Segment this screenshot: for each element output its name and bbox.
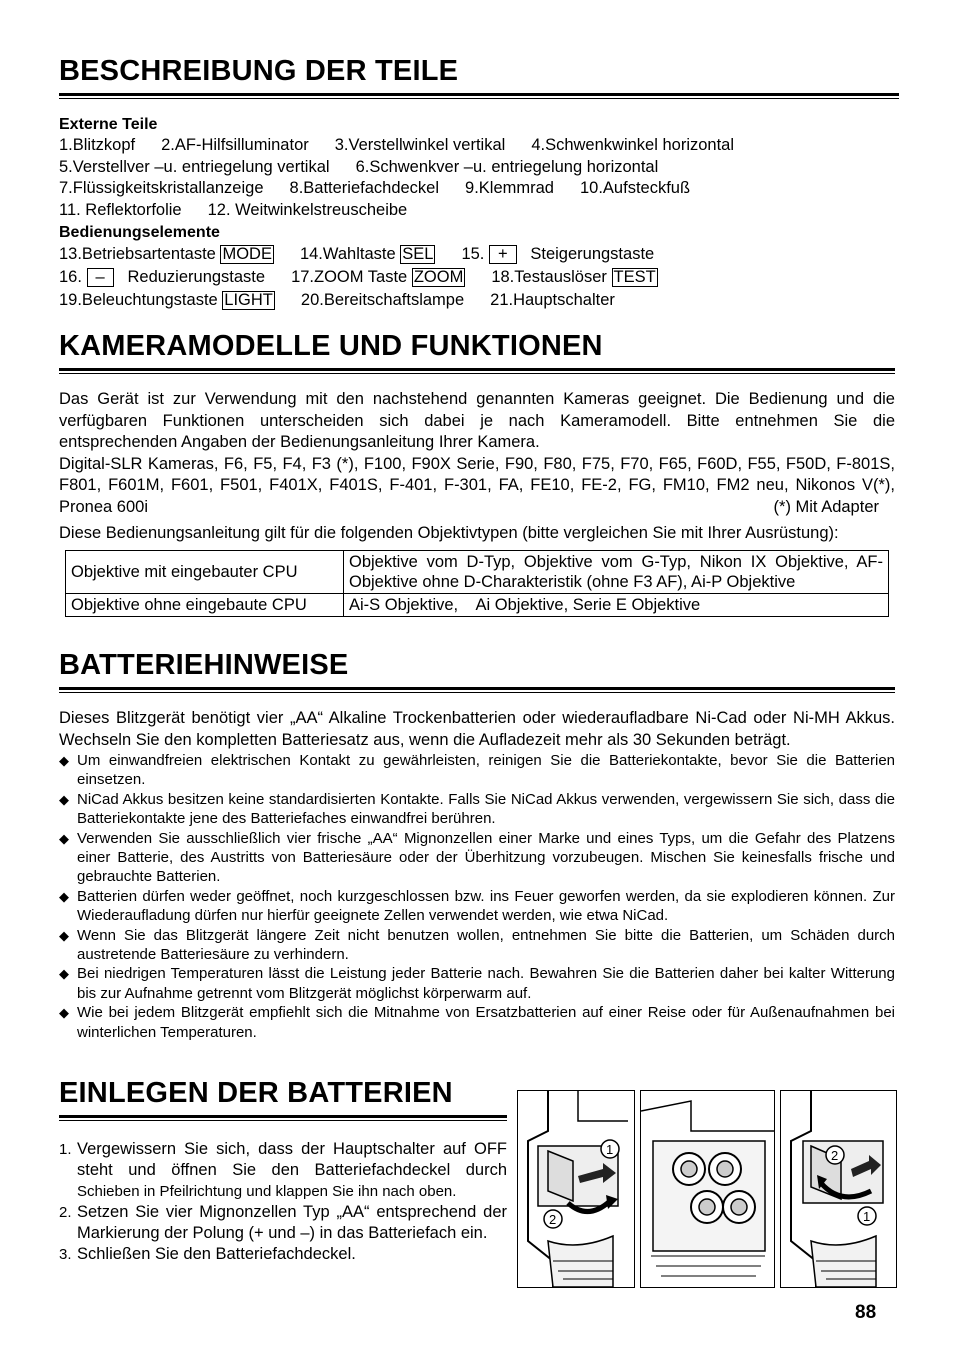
section-title: BATTERIEHINWEISE: [59, 649, 349, 681]
section-title: EINLEGEN DER BATTERIEN: [59, 1077, 453, 1109]
list-item: ◆ Batterien dürfen weder geöffnet, noch kurzgeschlossen bzw. ins Feuer geworfen werden, da sie explodieren können. Zur Wiederaufladung dürfen nur hierfür geeignete Zellen verwendet werden, wie etwa NiCad.: [59, 887, 895, 925]
table-cell: Objektive vom D-Typ, Objektive vom G-Typ, Nikon IX Objektive, AF-Objektive ohne D-Charakteristik (ohne F3 AF), Ai-P Objektive: [344, 550, 889, 593]
list-item: 2. Setzen Sie vier Mignonzellen Typ „AA“ entsprechend der Markierung der Polung (+ und –) in das Batteriefach ein.: [59, 1203, 507, 1242]
battery-intro: Dieses Blitzgerät benötigt vier „AA“ Alkaline Trockenbatterien oder wiederaufladbare Ni-Cad oder Ni-MH Akkus. Wechseln Sie den kompletten Batteriesatz aus, wenn die Aufladezeit mehr als 30 Sekunden beträgt.: [59, 709, 895, 749]
illustration-open-cover: [517, 1090, 635, 1288]
flash-open-drawing: [518, 1091, 634, 1287]
parts-line-3: 7.Flüssigkeitskristallanzeige 8.Batteriefachdeckel 9.Klemmrad 10.Aufsteckfuß: [59, 179, 691, 197]
illustration-battery-compartment: [640, 1090, 775, 1288]
bedien-heading: Bedienungselemente: [59, 224, 220, 241]
lens-table: [65, 550, 889, 617]
list-item: ◆ Bei niedrigen Temperaturen lässt die Leistung jeder Batterie nach. Bewahren Sie die Batterien daher bei kalter Witterung bis zur Aufnahme getrennt vom Blitzgerät möglichst körperwarm auf.: [59, 965, 895, 1002]
list-item: ◆ Um einwandfreien elektrischen Kontakt zu gewährleisten, reinigen Sie die Batteriekontakte, bevor Sie die Batterien einsetzen.: [59, 752, 895, 789]
externe-heading: Externe Teile: [59, 116, 158, 133]
camera-list: Digital-SLR Kameras, F6, F5, F4, F3 (*), F100, F90X Serie, F90, F80, F75, F70, F65, F60D, F55, F50D, F-801S, F801, F601M, F601, F501, F401X, F401S, F-401, F-301, FA, FE10, FE-2, FG, FM10, FM2 neu, Nikonos V(*), Pronea 600i (*) Mit Adapter: [59, 454, 895, 519]
mode-key: MODE: [222, 245, 272, 263]
parts-line-1: 1.Blitzkopf 2.AF-Hilfsilluminator 3.Verstellwinkel vertikal 4.Schwenkwinkel horizontal: [59, 136, 735, 154]
figure-label: 1: [863, 1209, 871, 1224]
illustration-close-cover: [780, 1090, 897, 1288]
list-item: 3. Schließen Sie den Batteriefachdeckel.: [59, 1245, 356, 1263]
plus-key: +: [489, 245, 517, 264]
battery-compartment-drawing: [641, 1091, 774, 1287]
figure-label: 2: [549, 1212, 557, 1227]
controls-line-2: 16. – Reduzierungstaste 17.ZOOM Taste ZOOM 18.Testauslöser TEST: [59, 268, 656, 286]
list-item: ◆ NiCad Akkus besitzen keine standardisierten Kontakte. Falls Sie NiCad Akkus verwenden, vergewissern Sie sich, dass die Batteriekontakte jene des Batteriefaches einwandfrei berühren.: [59, 790, 895, 828]
table-cell: Ai-S Objektive, Ai Objektive, Serie E Objektive: [344, 593, 889, 616]
lens-intro: Diese Bedienungsanleitung gilt für die folgenden Objektivtypen (bitte vergleichen Sie mit Ihrer Ausrüstung):: [59, 524, 839, 542]
section-title: BESCHREIBUNG DER TEILE: [59, 55, 459, 87]
light-key: LIGHT: [224, 291, 273, 309]
sel-key: SEL: [402, 245, 434, 263]
parts-line-4: 11. Reflektorfolie 12. Weitwinkelstreuscheibe: [59, 200, 408, 219]
flash-close-drawing: [781, 1091, 896, 1287]
section-title: KAMERAMODELLE UND FUNKTIONEN: [59, 330, 603, 362]
section-parts: [59, 55, 899, 312]
list-item: ◆ Wie bei jedem Blitzgerät empfiehlt sich die Mitnahme von Ersatzbatterien auf einer Reise oder für Außenaufnahmen bei winterlichen Temperaturen.: [59, 1004, 895, 1041]
adapter-note: (*) Mit Adapter: [773, 497, 879, 516]
section-camera-models: [59, 330, 895, 617]
parts-line-2: 5.Verstellver –u. entriegelung vertikal 6.Schwenkver –u. entriegelung horizontal: [59, 157, 659, 176]
page-number: 88: [855, 1302, 877, 1323]
controls-line-3: 19.Beleuchtungstaste LIGHT 20.Bereitschaftslampe 21.Hauptschalter: [59, 291, 615, 309]
intro-paragraph: Das Gerät ist zur Verwendung mit den nachstehend genannten Kameras geeignet. Die Bedienung und die verfügbaren Funktionen unterscheiden sich dabei je nach Kameramodell. Bitte entnehmen Sie die entsprechenden Angaben der Bedienungsanleitung Ihrer Kamera.: [59, 390, 895, 451]
battery-bullets: [59, 751, 895, 1042]
table-row: [66, 550, 889, 593]
section-battery-notes: [59, 649, 895, 1042]
controls-line-1: 13.Betriebsartentaste MODE 14.Wahltaste SEL 15. + Steigerungstaste: [59, 245, 655, 263]
list-item: 1. Vergewissern Sie sich, dass der Hauptschalter auf OFF steht und öffnen Sie den Batteriefachdeckel durch Schieben in Pfeilrichtung und klappen Sie ihn nach oben.: [59, 1140, 507, 1200]
steps-list: [59, 1139, 507, 1265]
table-cell: Objektive mit eingebauter CPU: [66, 550, 344, 593]
list-item: ◆ Wenn Sie das Blitzgerät längere Zeit nicht benutzen wollen, entnehmen Sie bitte die Batterien, um Schäden durch austretende Batteriesäure zu verhindern.: [59, 926, 895, 964]
list-item: ◆ Verwenden Sie ausschließlich vier frische „AA“ Mignonzellen einer Marke und eines Typs, um die Gefahr des Platzens einer Batterie, des Austritts von Batteriesäure oder der Überhitzung vorzubeugen. Mischen Sie keinesfalls frische und gebrauchte Batterien.: [59, 829, 895, 886]
section-insert-batteries: [59, 1077, 507, 1265]
table-cell: Objektive ohne eingebaute CPU: [66, 593, 344, 616]
table-row: [66, 593, 889, 616]
test-key: TEST: [613, 268, 656, 286]
figure-label: 2: [831, 1148, 839, 1163]
minus-key: –: [87, 268, 114, 287]
figure-label: 1: [606, 1142, 614, 1157]
zoom-key: ZOOM: [413, 268, 464, 286]
